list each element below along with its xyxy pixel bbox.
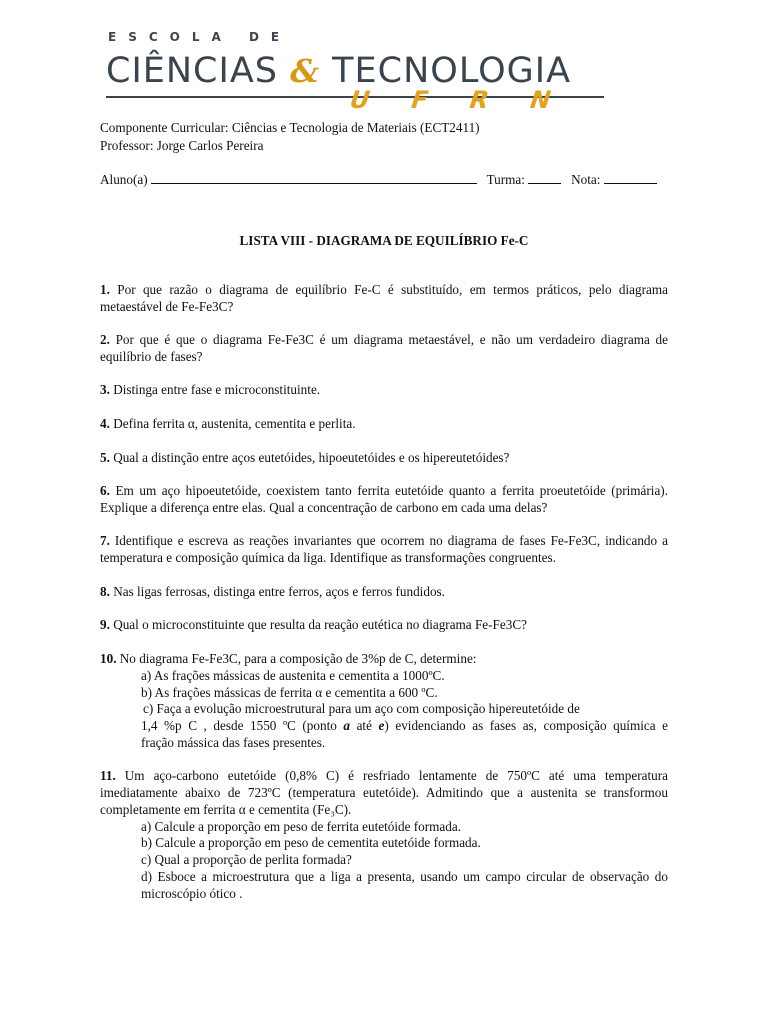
question-6	[100, 482, 668, 516]
text-run: até	[350, 718, 379, 733]
question-text: Qual o microconstituinte que resulta da reação eutética no diagrama Fe-Fe3C?	[109, 617, 527, 632]
question-text: Nas ligas ferrosas, distinga entre ferros, aços e ferros fundidos.	[109, 584, 445, 599]
course-component: Componente Curricular: Ciências e Tecnologia de Materiais (ECT2411)	[100, 120, 480, 135]
question-8	[100, 583, 668, 600]
logo-ampersand: &	[290, 52, 321, 90]
question-text: Defina ferrita α, austenita, cementita e perlita.	[109, 416, 356, 431]
question-4	[100, 415, 668, 432]
question-text: Um aço-carbono eutetóide (0,8% C) é resfriado lentamente de 750ºC até uma temperatura imediatamente abaixo de 723ºC (temperatura eutetóide). Admitindo que a austenita se transformou completamente em ferrita α e cementita (Fe₃C).	[100, 768, 668, 817]
q11-item-c: c) Qual a proporção de perlita formada?	[141, 852, 352, 867]
question-number: 2.	[100, 332, 110, 347]
question-2	[100, 331, 668, 365]
question-number: 7.	[100, 533, 110, 548]
list-title: LISTA VIII - DIAGRAMA DE EQUILÍBRIO Fe-C	[239, 233, 529, 248]
logo-escola-text: ESCOLA DE	[108, 30, 292, 44]
logo-ciencias: CIÊNCIAS	[106, 51, 278, 91]
question-number: 3.	[100, 382, 110, 397]
question-text: Identifique e escreva as reações invariantes que ocorrem no diagrama de fases Fe-Fe3C, indicando a temperatura e composição química da liga. Identifique as transformações congruentes.	[100, 533, 668, 565]
text-run: ) evidenciando as fases as, composição química e	[384, 718, 669, 733]
nota-label: Nota:	[571, 172, 601, 187]
question-3	[100, 381, 668, 398]
aluno-label: Aluno(a)	[100, 172, 148, 187]
question-7	[100, 532, 668, 566]
point-a: a	[343, 718, 351, 733]
question-number: 1.	[100, 282, 110, 297]
q11-item-b: b) Calcule a proporção em peso de cementita eutetóide formada.	[141, 835, 481, 850]
q10-item-a: a) As frações mássicas de austenita e cementita a 1000ºC.	[141, 668, 445, 683]
q11-item-a: a) Calcule a proporção em peso de ferrita eutetóide formada.	[141, 819, 462, 834]
logo-ufrn: UFRN	[345, 86, 598, 114]
question-text: Por que é que o diagrama Fe-Fe3C é um diagrama metaestável, e não um verdadeiro diagrama de equilíbrio de fases?	[100, 332, 668, 364]
question-number: 11.	[100, 768, 116, 783]
question-number: 5.	[100, 450, 110, 465]
question-9	[100, 616, 668, 633]
question-number: 8.	[100, 584, 110, 599]
nota-field[interactable]	[604, 171, 657, 184]
logo-main-text	[106, 51, 571, 91]
question-5	[100, 449, 668, 466]
aluno-field[interactable]	[151, 171, 477, 184]
question-number: 9.	[100, 617, 110, 632]
question-text: Em um aço hipoeutetóide, coexistem tanto ferrita eutetóide quanto a ferrita proeutetóide (primária). Explique a diferença entre elas. Qual a concentração de carbono em cada uma delas?	[100, 483, 668, 515]
q10-item-c-line2	[141, 717, 668, 734]
question-text: Distinga entre fase e microconstituinte.	[109, 382, 321, 397]
question-1	[100, 281, 668, 315]
question-number: 6.	[100, 483, 110, 498]
question-text: Por que razão o diagrama de equilíbrio Fe-C é substituído, em termos práticos, pelo diagrama metaestável de Fe-Fe3C?	[100, 282, 668, 314]
text-run: 1,4 %p C , desde 1550 ºC (ponto	[141, 718, 344, 733]
question-number: 10.	[100, 651, 117, 666]
q11-item-d: d) Esboce a microestrutura que a liga a presenta, usando um campo circular de observação do microscópio ótico .	[141, 869, 668, 901]
question-10	[100, 650, 668, 667]
point-e: e	[378, 718, 385, 733]
question-text: No diagrama Fe-Fe3C, para a composição de 3%p de C, determine:	[116, 651, 477, 666]
q10-item-c-line3: fração mássica das fases presentes.	[141, 735, 326, 750]
turma-field[interactable]	[528, 171, 561, 184]
q10-item-b: b) As frações mássicas de ferrita α e cementita a 600 ºC.	[141, 685, 438, 700]
school-logo	[106, 24, 606, 114]
professor-name: Professor: Jorge Carlos Pereira	[100, 138, 264, 153]
q10-item-c: c) Faça a evolução microestrutural para um aço com composição hipereutetóide de	[143, 701, 580, 716]
logo-tecnologia: TECNOLOGIA	[332, 51, 572, 91]
student-line	[100, 171, 657, 188]
question-number: 4.	[100, 416, 110, 431]
question-11	[100, 767, 668, 818]
question-text: Qual a distinção entre aços eutetóides, hipoeutetóides e os hipereutetóides?	[109, 450, 510, 465]
turma-label: Turma:	[486, 172, 525, 187]
